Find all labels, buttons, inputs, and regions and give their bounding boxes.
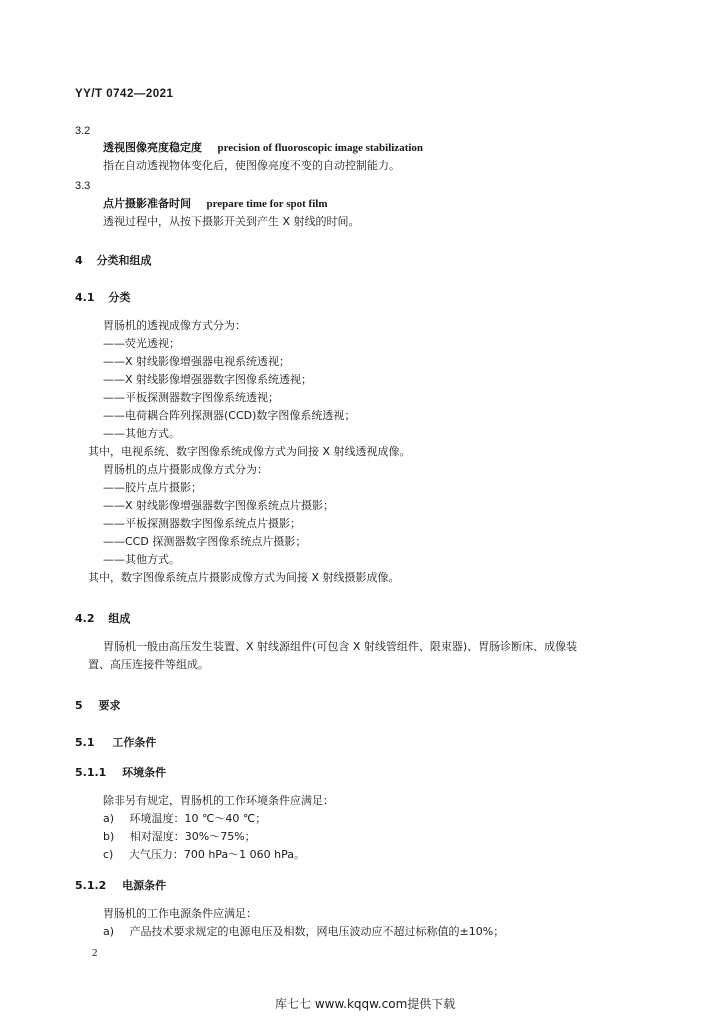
section-title: 要求 (98, 699, 121, 712)
list-item: ——X 射线影像增强器电视系统透视； (103, 355, 291, 368)
section-number: 4.1 (75, 291, 95, 304)
list-item: 胃肠机的点片摄影成像方式分为： (103, 463, 268, 476)
section-number: 5.1.2 (75, 879, 107, 892)
list-item: ——其他方式。 (103, 427, 180, 440)
environment-intro: 除非另有规定，胃肠机的工作环境条件应满足： (103, 794, 334, 807)
clause-3-3-definition: 透视过程中，从按下摄影开关到产生 X 射线的时间。 (103, 215, 360, 228)
clause-3-3-term (103, 196, 327, 212)
composition-paragraph-line1: 胃肠机一般由高压发生装置、X 射线源组件(可包含 X 射线管组件、限束器)、胃肠诊断床、成像装 (103, 640, 578, 653)
section-number: 5.1 (75, 736, 95, 749)
list-item: ——电荷耦合阵列探测器(CCD)数字图像系统透视； (103, 409, 356, 422)
list-item: ——平板探测器数字图像系统点片摄影； (103, 517, 301, 530)
section-5-heading (75, 698, 121, 713)
list-item: 其中，数字图像系统点片摄影成像方式为间接 X 射线摄影成像。 (88, 571, 400, 584)
clause-3-2-number: 3.2 (75, 125, 91, 137)
section-4-heading (75, 253, 152, 268)
section-number: 5 (75, 699, 83, 712)
clause-3-2-term (103, 140, 423, 156)
composition-paragraph-line2: 置、高压连接件等组成。 (88, 658, 209, 671)
term-en: prepare time for spot film (206, 198, 328, 210)
item-label: a) (103, 812, 115, 825)
list-item: ——X 射线影像增强器数字图像系统点片摄影； (103, 499, 335, 512)
list-item: 胃肠机的透视成像方式分为： (103, 319, 246, 332)
item-text: 产品技术要求规定的电源电压及相数，网电压波动应不超过标称值的±10%； (129, 925, 505, 938)
list-item: 其中，电视系统、数字图像系统成像方式为间接 X 射线透视成像。 (88, 445, 411, 458)
section-number: 4 (75, 254, 83, 267)
list-item (103, 829, 256, 844)
item-label: b) (103, 830, 115, 843)
section-4-2-heading (75, 611, 130, 626)
list-item: ——其他方式。 (103, 553, 180, 566)
document-number: YY/T 0742—2021 (75, 88, 174, 100)
section-title: 环境条件 (122, 766, 167, 779)
list-item (103, 847, 305, 862)
list-item: ——X 射线影像增强器数字图像系统透视； (103, 373, 313, 386)
item-text: 环境温度：10 ℃～40 ℃； (129, 812, 267, 825)
list-item: ——胶片点片摄影； (103, 481, 202, 494)
section-number: 5.1.1 (75, 766, 107, 779)
term-zh: 透视图像亮度稳定度 (103, 141, 202, 154)
section-title: 工作条件 (112, 736, 157, 749)
section-number: 4.2 (75, 612, 95, 625)
section-title: 分类和组成 (96, 254, 152, 267)
section-5-1-2-heading (75, 878, 166, 893)
term-zh: 点片摄影准备时间 (103, 197, 191, 210)
power-intro: 胃肠机的工作电源条件应满足： (103, 907, 257, 920)
page-number: 2 (92, 947, 98, 959)
list-item (103, 924, 504, 939)
list-item: ——CCD 探测器数字图像系统点片摄影； (103, 535, 307, 548)
footer-watermark: 库七七 www.kqqw.com提供下载 (275, 997, 456, 1011)
section-5-1-heading (75, 735, 156, 750)
section-title: 组成 (108, 612, 131, 625)
section-4-1-heading (75, 290, 130, 305)
clause-3-2-definition: 指在自动透视物体变化后，使图像亮度不变的自动控制能力。 (103, 159, 400, 172)
section-5-1-1-heading (75, 765, 166, 780)
term-en: precision of fluoroscopic image stabilization (217, 142, 424, 154)
list-item: ——荧光透视； (103, 337, 180, 350)
item-label: c) (103, 848, 114, 861)
item-label: a) (103, 925, 115, 938)
section-title: 电源条件 (122, 879, 167, 892)
item-text: 大气压力：700 hPa～1 060 hPa。 (128, 848, 306, 861)
list-item: ——平板探测器数字图像系统透视； (103, 391, 279, 404)
section-title: 分类 (108, 291, 131, 304)
item-text: 相对湿度：30%～75%； (129, 830, 256, 843)
clause-3-3-number: 3.3 (75, 180, 91, 192)
list-item (103, 811, 266, 826)
